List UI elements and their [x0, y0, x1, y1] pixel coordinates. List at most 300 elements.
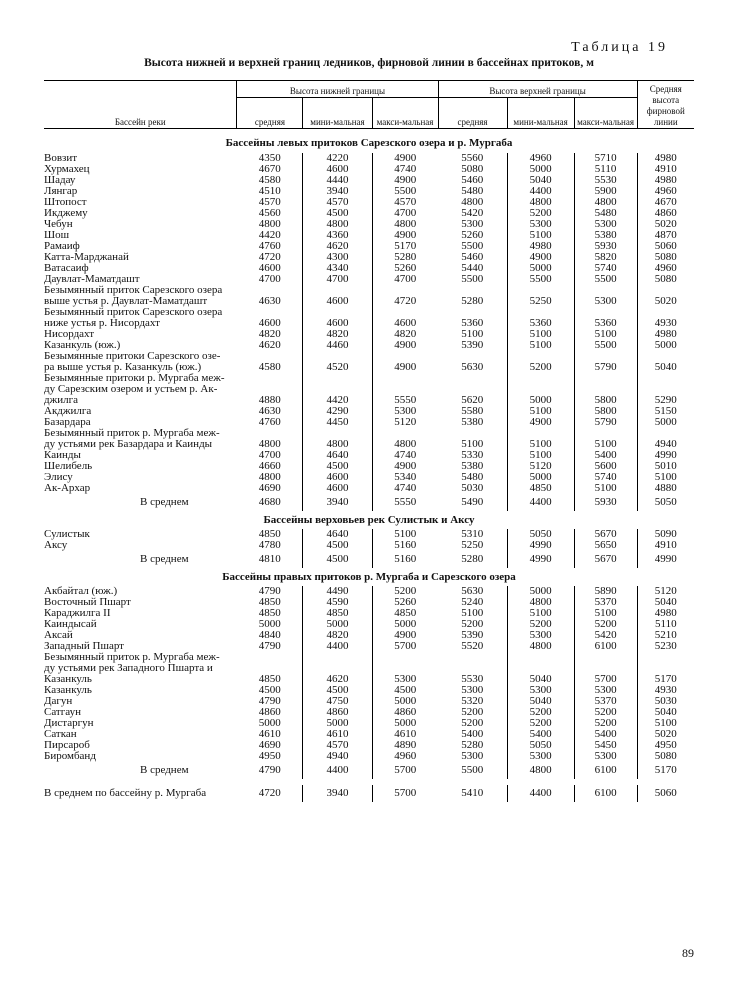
page-number: 89	[682, 946, 694, 960]
cell-lower-max: 5300	[394, 673, 417, 685]
cell-upper-min: 5200	[507, 619, 574, 630]
cell-firn: 5020	[637, 729, 694, 740]
cell-lower-min: 4290	[303, 406, 372, 417]
cell-firn: 4940	[637, 428, 694, 450]
cell-lower-mean: 4420	[237, 230, 303, 241]
cell-upper-min: 4800	[507, 762, 574, 779]
cell-upper-mean: 5440	[438, 263, 507, 274]
cell-lower-mean: 4780	[237, 540, 303, 551]
cell-lower-mean: 4720	[237, 252, 303, 263]
basin-name-line: ду устьями рек Западного Пшарта и	[44, 662, 213, 674]
cell-upper-min: 5040	[507, 652, 574, 685]
cell-upper-min: 4990	[507, 551, 574, 568]
basin-name-line: Пирсароб	[44, 739, 90, 751]
cell-lower-min: 4500	[303, 208, 372, 219]
section-title: Бассейны верховьев рек Сулистык и Аксу	[263, 513, 475, 526]
cell-lower-min: 4450	[303, 417, 372, 428]
cell-lower-min: 4500	[303, 540, 372, 551]
cell-firn: 5040	[637, 707, 694, 718]
cell-upper-mean: 5580	[438, 406, 507, 417]
cell-lower-max: 4720	[394, 295, 417, 307]
cell-firn: 5050	[637, 494, 694, 511]
cell-upper-min: 5100	[507, 340, 574, 351]
cell-upper-min: 5250	[507, 285, 574, 307]
cell-firn: 4980	[637, 329, 694, 340]
basin-name-line: ду Сарезским озером и устьем р. Ак-	[44, 383, 218, 395]
cell-lower-min: 3940	[303, 785, 372, 802]
basin-name-line: Чебун	[44, 218, 73, 230]
cell-upper-max: 5200	[594, 717, 617, 729]
cell-upper-max: 5200	[594, 618, 617, 630]
cell-lower-min: 4220	[303, 153, 372, 164]
cell-upper-max: 5400	[594, 449, 617, 461]
grand-average-label: В среднем по бассейну р. Мургаба	[44, 787, 207, 799]
cell-firn: 4990	[637, 450, 694, 461]
cell-lower-mean: 5000	[237, 718, 303, 729]
basin-name-line: Шадау	[44, 174, 76, 186]
cell-lower-mean: 4950	[237, 751, 303, 762]
basin-name-line: джилга	[44, 394, 78, 406]
cell-lower-mean: 5000	[237, 619, 303, 630]
section-title: Бассейны левых притоков Сарезского озера и р. Мургаба	[225, 136, 513, 149]
cell-upper-min: 5000	[507, 373, 574, 406]
cell-upper-min: 4960	[507, 153, 574, 164]
cell-firn: 5040	[637, 351, 694, 373]
cell-lower-max: 4600	[394, 317, 417, 329]
cell-upper-min: 5400	[507, 729, 574, 740]
cell-upper-max: 5670	[594, 553, 617, 565]
cell-lower-mean: 4700	[237, 450, 303, 461]
cell-upper-min: 5100	[507, 450, 574, 461]
cell-firn: 4870	[637, 230, 694, 241]
glacier-heights-table	[44, 80, 694, 802]
cell-upper-min: 5300	[507, 219, 574, 230]
cell-lower-max: 4900	[394, 460, 417, 472]
cell-lower-max: 4700	[394, 273, 417, 285]
cell-lower-max: 4960	[394, 750, 417, 762]
cell-lower-min: 4400	[303, 641, 372, 652]
cell-lower-min: 4600	[303, 307, 372, 329]
cell-firn: 5060	[637, 785, 694, 802]
section-header-row	[44, 511, 694, 529]
cell-upper-min: 5100	[507, 608, 574, 619]
header-upper-mean: средняя	[438, 98, 507, 129]
basin-name-line: выше устья р. Даувлат-Маматдашт	[44, 295, 208, 307]
cell-upper-min: 5300	[507, 630, 574, 641]
basin-name	[44, 373, 237, 406]
header-firn: Средняя высота фирновой линии	[637, 81, 694, 129]
cell-upper-min: 5000	[507, 164, 574, 175]
cell-upper-mean: 5630	[438, 586, 507, 597]
table-header	[44, 81, 694, 129]
cell-upper-max: 5370	[594, 596, 617, 608]
header-upper-max: макси-мальная	[574, 98, 637, 129]
cell-upper-max: 5790	[594, 416, 617, 428]
cell-lower-mean: 4700	[237, 274, 303, 285]
cell-firn: 4880	[637, 483, 694, 494]
basin-name-line: Дагун	[44, 695, 73, 707]
cell-lower-max: 4500	[394, 684, 417, 696]
cell-lower-min: 4940	[303, 751, 372, 762]
cell-lower-min: 5000	[303, 718, 372, 729]
cell-upper-mean: 5080	[438, 164, 507, 175]
cell-upper-mean: 5100	[438, 329, 507, 340]
cell-lower-min: 4640	[303, 529, 372, 540]
cell-lower-min: 4360	[303, 230, 372, 241]
cell-lower-mean: 4850	[237, 608, 303, 619]
cell-upper-mean: 5330	[438, 450, 507, 461]
cell-upper-max: 5500	[594, 273, 617, 285]
cell-upper-min: 5100	[507, 329, 574, 340]
cell-lower-max: 4740	[394, 449, 417, 461]
cell-upper-max: 5110	[594, 163, 617, 175]
cell-upper-mean: 5560	[438, 153, 507, 164]
cell-upper-min: 4800	[507, 641, 574, 652]
cell-lower-max: 5260	[394, 596, 417, 608]
cell-firn: 4990	[637, 551, 694, 568]
table-row	[44, 540, 694, 551]
cell-lower-mean: 4670	[237, 164, 303, 175]
cell-lower-min: 4640	[303, 450, 372, 461]
cell-firn: 5290	[637, 373, 694, 406]
cell-lower-mean: 4560	[237, 208, 303, 219]
cell-upper-min: 5300	[507, 751, 574, 762]
cell-upper-max: 5370	[594, 695, 617, 707]
cell-lower-mean: 4760	[237, 417, 303, 428]
basin-name-line: Саткан	[44, 728, 77, 740]
cell-upper-mean: 5500	[438, 241, 507, 252]
table-row	[44, 751, 694, 762]
cell-lower-max: 5000	[394, 717, 417, 729]
cell-firn: 4960	[637, 263, 694, 274]
cell-upper-max: 5700	[594, 673, 617, 685]
cell-lower-min: 4460	[303, 340, 372, 351]
header-basin: Бассейн реки	[44, 81, 237, 129]
cell-upper-min: 5200	[507, 208, 574, 219]
basin-name-line: Акбайтал (юж.)	[44, 585, 118, 597]
basin-name-line: Акджилга	[44, 405, 92, 417]
cell-lower-min: 4490	[303, 586, 372, 597]
basin-name-line: Лянгар	[44, 185, 78, 197]
cell-upper-mean: 5480	[438, 186, 507, 197]
cell-upper-min: 4900	[507, 417, 574, 428]
cell-upper-mean: 5280	[438, 740, 507, 751]
basin-name-line: Западный Пшарт	[44, 640, 124, 652]
cell-upper-max: 5400	[594, 728, 617, 740]
cell-firn: 4930	[637, 685, 694, 696]
basin-name-line: Биромбанд	[44, 750, 96, 762]
cell-upper-mean: 5200	[438, 718, 507, 729]
cell-lower-max: 4740	[394, 482, 417, 494]
cell-firn: 4910	[637, 164, 694, 175]
cell-upper-min: 4400	[507, 186, 574, 197]
cell-upper-max: 5100	[594, 328, 617, 340]
basin-name-line: Каинды	[44, 449, 81, 461]
cell-upper-max: 5530	[594, 174, 617, 186]
cell-upper-min: 5300	[507, 685, 574, 696]
cell-lower-max: 5160	[394, 553, 417, 565]
cell-lower-min: 4600	[303, 285, 372, 307]
cell-lower-mean: 4510	[237, 186, 303, 197]
basin-name-line: Безымянный приток Сарезского озера	[44, 284, 223, 296]
cell-upper-min: 4800	[507, 197, 574, 208]
cell-upper-mean: 5390	[438, 630, 507, 641]
cell-upper-mean: 5500	[438, 762, 507, 779]
cell-upper-min: 5500	[507, 274, 574, 285]
basin-name-line: Восточный Пшарт	[44, 596, 131, 608]
cell-firn: 5110	[637, 619, 694, 630]
cell-lower-min: 4520	[303, 351, 372, 373]
basin-name-line: Караджилга II	[44, 607, 111, 619]
cell-upper-min: 5000	[507, 586, 574, 597]
cell-lower-max: 5700	[394, 764, 417, 776]
cell-upper-max: 5380	[594, 229, 617, 241]
table-number: Таблица 19	[571, 40, 668, 55]
cell-upper-max: 5900	[594, 185, 617, 197]
cell-lower-min: 3940	[303, 494, 372, 511]
basin-name-line: Икджему	[44, 207, 88, 219]
cell-firn: 4980	[637, 608, 694, 619]
cell-lower-mean: 4580	[237, 175, 303, 186]
cell-lower-min: 4420	[303, 373, 372, 406]
basin-name-line: Дистаргун	[44, 717, 94, 729]
basin-name-line: Вовзит	[44, 152, 78, 164]
cell-lower-min: 4600	[303, 164, 372, 175]
cell-lower-max: 5200	[394, 585, 417, 597]
cell-lower-max: 4900	[394, 339, 417, 351]
cell-upper-min: 5200	[507, 351, 574, 373]
cell-upper-mean: 5620	[438, 373, 507, 406]
basin-name	[44, 307, 237, 329]
cell-lower-max: 5280	[394, 251, 417, 263]
cell-upper-max: 5670	[594, 528, 617, 540]
cell-lower-mean: 4580	[237, 351, 303, 373]
cell-upper-max: 5100	[594, 482, 617, 494]
basin-name	[44, 540, 237, 551]
cell-lower-mean: 4820	[237, 329, 303, 340]
cell-lower-min: 4750	[303, 696, 372, 707]
cell-lower-mean: 4600	[237, 307, 303, 329]
basin-name	[44, 751, 237, 762]
cell-lower-mean: 4620	[237, 340, 303, 351]
cell-upper-max: 5100	[594, 438, 617, 450]
cell-upper-min: 5000	[507, 472, 574, 483]
cell-upper-max: 5420	[594, 629, 617, 641]
header-lower-min: мини-мальная	[303, 98, 372, 129]
average-label: В среднем	[140, 764, 189, 776]
cell-upper-mean: 5100	[438, 608, 507, 619]
basin-name-line: Катта-Марджанай	[44, 251, 129, 263]
cell-upper-mean: 5380	[438, 417, 507, 428]
cell-upper-max: 5600	[594, 460, 617, 472]
cell-lower-mean: 4630	[237, 406, 303, 417]
cell-lower-min: 4600	[303, 483, 372, 494]
basin-name-line: Хурмахец	[44, 163, 90, 175]
cell-upper-min: 5100	[507, 406, 574, 417]
cell-firn: 5080	[637, 751, 694, 762]
cell-lower-min: 4800	[303, 428, 372, 450]
cell-firn: 4960	[637, 186, 694, 197]
cell-upper-min: 5050	[507, 529, 574, 540]
cell-lower-min: 4500	[303, 551, 372, 568]
cell-lower-min: 4820	[303, 329, 372, 340]
cell-lower-max: 4900	[394, 152, 417, 164]
cell-upper-mean: 5310	[438, 529, 507, 540]
cell-upper-max: 5300	[594, 218, 617, 230]
cell-lower-min: 4800	[303, 219, 372, 230]
cell-upper-mean: 5030	[438, 483, 507, 494]
table-title: Высота нижней и верхней границ ледников, фирновой линии в бассейнах притоков, м	[144, 57, 594, 69]
cell-lower-mean: 4600	[237, 263, 303, 274]
cell-lower-max: 5100	[394, 528, 417, 540]
cell-upper-mean: 5520	[438, 641, 507, 652]
cell-upper-mean: 5410	[438, 785, 507, 802]
cell-lower-max: 4850	[394, 607, 417, 619]
cell-lower-min: 4300	[303, 252, 372, 263]
cell-upper-mean: 5420	[438, 208, 507, 219]
cell-lower-max: 4800	[394, 438, 417, 450]
cell-upper-max: 5740	[594, 262, 617, 274]
cell-lower-min: 4500	[303, 461, 372, 472]
cell-lower-max: 5260	[394, 262, 417, 274]
cell-upper-mean: 5390	[438, 340, 507, 351]
average-row	[44, 494, 694, 511]
average-label: В среднем	[140, 496, 189, 508]
cell-lower-max: 4900	[394, 361, 417, 373]
basin-name-line: Шош	[44, 229, 70, 241]
cell-lower-min: 4620	[303, 652, 372, 685]
cell-upper-mean: 5500	[438, 274, 507, 285]
cell-firn: 5230	[637, 641, 694, 652]
cell-firn: 5080	[637, 252, 694, 263]
cell-firn: 4980	[637, 175, 694, 186]
cell-firn: 5020	[637, 285, 694, 307]
cell-lower-mean: 4800	[237, 428, 303, 450]
cell-upper-max: 5100	[594, 607, 617, 619]
cell-upper-mean: 5200	[438, 707, 507, 718]
cell-lower-max: 4900	[394, 629, 417, 641]
basin-name-line: Безымянный приток р. Мургаба меж-	[44, 427, 220, 439]
cell-firn: 5040	[637, 597, 694, 608]
cell-lower-min: 4400	[303, 762, 372, 779]
cell-upper-max: 6100	[594, 764, 617, 776]
cell-lower-mean: 4840	[237, 630, 303, 641]
cell-upper-min: 4800	[507, 597, 574, 608]
cell-upper-max: 5480	[594, 207, 617, 219]
table-row	[44, 483, 694, 494]
cell-upper-mean: 5250	[438, 540, 507, 551]
cell-upper-min: 5000	[507, 263, 574, 274]
cell-upper-min: 5040	[507, 175, 574, 186]
grand-average-row	[44, 785, 694, 802]
basin-name	[44, 219, 237, 230]
basin-name	[44, 351, 237, 373]
basin-name-line: ра выше устья р. Казанкуль (юж.)	[44, 361, 202, 373]
cell-upper-min: 4990	[507, 540, 574, 551]
cell-lower-max: 5300	[394, 405, 417, 417]
cell-lower-min: 4860	[303, 707, 372, 718]
cell-firn: 5150	[637, 406, 694, 417]
cell-upper-max: 5800	[594, 394, 617, 406]
cell-upper-max: 5710	[594, 152, 617, 164]
basin-name-line: Шелибель	[44, 460, 93, 472]
basin-name	[44, 285, 237, 307]
cell-lower-mean: 4850	[237, 597, 303, 608]
cell-firn: 4980	[637, 153, 694, 164]
average-label: В среднем	[140, 553, 189, 565]
cell-lower-max: 4820	[394, 328, 417, 340]
cell-upper-max: 5890	[594, 585, 617, 597]
cell-firn: 4910	[637, 540, 694, 551]
cell-lower-min: 4500	[303, 685, 372, 696]
cell-upper-min: 5050	[507, 740, 574, 751]
cell-lower-max: 5340	[394, 471, 417, 483]
cell-firn: 5060	[637, 241, 694, 252]
cell-lower-max: 5550	[394, 496, 417, 508]
basin-name-line: Безымянные притоки Сарезского озе-	[44, 350, 221, 362]
cell-firn: 4930	[637, 307, 694, 329]
cell-upper-min: 4900	[507, 252, 574, 263]
table-body	[44, 129, 694, 803]
cell-lower-min: 4610	[303, 729, 372, 740]
cell-lower-min: 5000	[303, 619, 372, 630]
cell-firn: 5090	[637, 529, 694, 540]
cell-lower-max: 4610	[394, 728, 417, 740]
cell-upper-mean: 5280	[438, 551, 507, 568]
cell-upper-mean: 5380	[438, 461, 507, 472]
cell-upper-max: 5200	[594, 706, 617, 718]
basin-name	[44, 428, 237, 450]
cell-firn: 4860	[637, 208, 694, 219]
cell-upper-max: 5300	[594, 684, 617, 696]
cell-lower-max: 5700	[394, 787, 417, 799]
cell-upper-mean: 5100	[438, 428, 507, 450]
cell-lower-min: 4340	[303, 263, 372, 274]
cell-lower-max: 5000	[394, 618, 417, 630]
cell-upper-max: 5360	[594, 317, 617, 329]
cell-firn: 5170	[637, 652, 694, 685]
cell-lower-max: 4860	[394, 706, 417, 718]
cell-upper-max: 5790	[594, 361, 617, 373]
cell-lower-mean: 4610	[237, 729, 303, 740]
cell-upper-min: 4400	[507, 494, 574, 511]
cell-lower-mean: 4630	[237, 285, 303, 307]
basin-name	[44, 483, 237, 494]
cell-lower-max: 5160	[394, 539, 417, 551]
cell-lower-min: 4620	[303, 241, 372, 252]
cell-lower-mean: 4860	[237, 707, 303, 718]
cell-lower-max: 4740	[394, 163, 417, 175]
basin-name-line: Аксу	[44, 539, 68, 551]
cell-lower-mean: 4690	[237, 740, 303, 751]
cell-upper-mean: 5480	[438, 472, 507, 483]
cell-firn: 5100	[637, 472, 694, 483]
header-lower-group: Высота нижней границы	[237, 81, 438, 98]
section-header-row	[44, 568, 694, 586]
basin-name	[44, 529, 237, 540]
cell-lower-min: 4850	[303, 608, 372, 619]
cell-lower-mean: 4790	[237, 586, 303, 597]
basin-name-line: Базардара	[44, 416, 91, 428]
cell-upper-max: 5930	[594, 240, 617, 252]
basin-name-line: ниже устья р. Нисордахт	[44, 317, 160, 329]
cell-upper-max: 5800	[594, 405, 617, 417]
basin-name-line: Ак-Архар	[44, 482, 91, 494]
basin-name-line: Безымянный приток Сарезского озера	[44, 306, 223, 318]
cell-lower-max: 4900	[394, 229, 417, 241]
basin-name-line: Ватасаиф	[44, 262, 89, 274]
header-upper-min: мини-мальная	[507, 98, 574, 129]
